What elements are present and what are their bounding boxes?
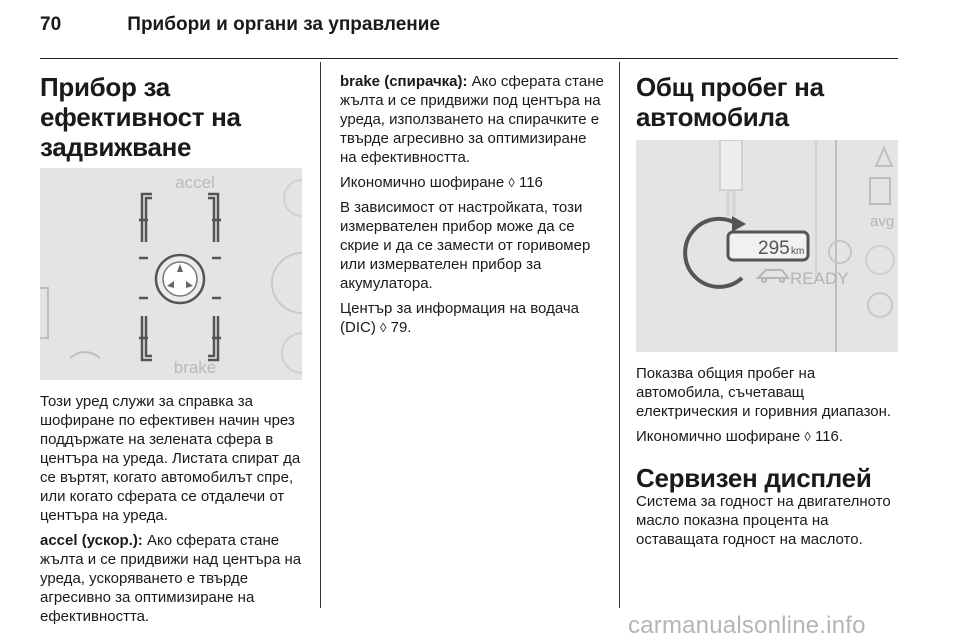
odometer-value: 295: [758, 238, 790, 259]
odometer-illustration: [636, 140, 898, 352]
odometer-figure: [636, 140, 898, 352]
page-number: 70: [40, 14, 62, 35]
accel-label: accel: [175, 173, 215, 192]
page-header: [40, 14, 440, 36]
brake-term: brake (спирачка):: [340, 73, 468, 90]
section-title: Прибори и органи за управление: [127, 14, 441, 35]
brake-text: Ако сферата стане жълта и се придвижи под центъра на уреда, използването на спирачките е твърде агресивно за оптимизиране на ефективността.: [340, 73, 604, 166]
ready-label: READY: [790, 269, 849, 288]
eco-driving-reference: Икономично шофиране ◊ 116: [340, 174, 543, 191]
dic-page-link[interactable]: 79.: [386, 319, 412, 336]
accel-text: Ако сферата стане жълта и се придвижи над центъра на уреда, ускоряването е твърде агресивно за оптимизиране на ефективността.: [40, 532, 302, 625]
heading-service-display: Сервизен дисплей: [636, 463, 872, 493]
heading-efficiency-gauge: Прибор за ефективност на задвижване: [40, 72, 241, 162]
brake-label: brake: [173, 358, 217, 377]
watermark: carmanualsonline.info: [628, 612, 866, 639]
dic-reference: Център за информация на водача (DIC) ◊ 79.: [340, 300, 579, 336]
accel-term: accel (ускор.):: [40, 532, 143, 549]
service-display-description: Система за годност на двигателното масло показна процента на оставащата годност на маслото.: [636, 493, 891, 548]
accel-paragraph: [40, 531, 304, 626]
efficiency-sphere-icon: [156, 255, 204, 303]
column-divider: [320, 62, 321, 608]
odometer-description: Показва общия пробег на автомобила, съчетаващ електрическия и горивния диапазон.: [636, 365, 892, 420]
brake-paragraph: [340, 72, 604, 167]
eco-driving-page-link[interactable]: 116.: [810, 428, 844, 445]
avg-label: avg: [870, 213, 895, 230]
column-divider: [619, 62, 620, 608]
eco-driving-reference: Икономично шофиране ◊ 116.: [636, 428, 844, 445]
efficiency-gauge-figure: [40, 168, 302, 380]
page-reference-icon: ◊: [380, 320, 387, 335]
efficiency-gauge-illustration: [40, 168, 302, 380]
odometer-unit: km: [791, 246, 805, 257]
page-reference-icon: ◊: [804, 429, 811, 444]
heading-odometer: Общ пробег на автомобила: [636, 72, 824, 132]
column-odometer: [636, 72, 898, 555]
column-efficiency-gauge: [40, 72, 304, 632]
eco-driving-page-link[interactable]: 116: [514, 174, 543, 191]
column-efficiency-details: [340, 72, 604, 343]
dependency-paragraph: В зависимост от настройката, този измервателен прибор може да се скрие и да се замести от горивомер или измервателен прибор за акумулатора.: [340, 199, 591, 292]
efficiency-description: Този уред служи за справка за шофиране по ефективен начин чрез поддържате на зелената сфера в центъра на уреда. Листата спират да се въртят, когато автомобилът спре, или когато сферата се отдалечи от центъра на уреда.: [40, 393, 301, 524]
page-reference-icon: ◊: [508, 175, 515, 190]
header-divider: [40, 58, 898, 59]
